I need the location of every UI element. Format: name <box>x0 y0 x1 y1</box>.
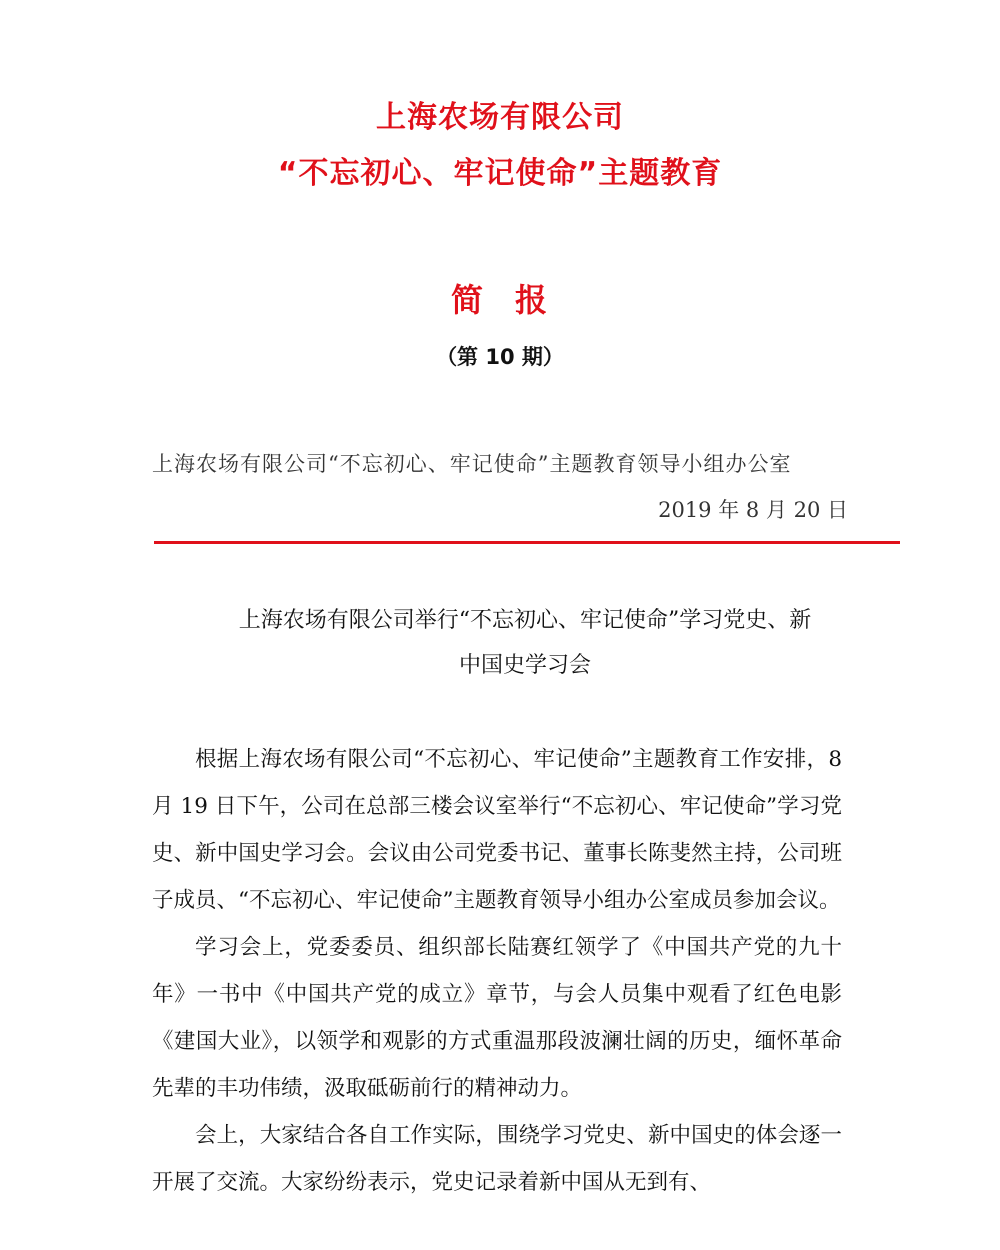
red-divider <box>154 541 900 544</box>
bulletin-title <box>0 275 1000 321</box>
article-body <box>152 736 842 1206</box>
article-title-line-1: 上海农场有限公司举行“不忘初心、牢记使命”学习党史、新 <box>238 608 812 633</box>
article-paragraph-1: 根据上海农场有限公司“不忘初心、牢记使命”主题教育工作安排，8 月 19 日下午，公司在总部三楼会议室举行“不忘初心、牢记使命”学习党史、新中国史学习会。会议由公司党委书记、董事长陈斐然主持，公司班子成员、“不忘初心、牢记使命”主题教育领导小组办公室成员参加会议。 <box>152 747 842 913</box>
issue-date: 2019 年 8 月 20 日 <box>658 498 848 522</box>
bulletin-title-char-2: 报 <box>515 281 550 319</box>
article-title <box>190 598 860 688</box>
article-paragraph-3: 会上，大家结合各自工作实际，围绕学习党史、新中国史的体会逐一开展了交流。大家纷纷表示，党史记录着新中国从无到有、 <box>152 1123 842 1195</box>
issuer-line: 上海农场有限公司“不忘初心、牢记使命”主题教育领导小组办公室 <box>152 452 792 476</box>
article-title-line-2: 中国史学习会 <box>458 653 591 678</box>
issue-number: （第 10 期） <box>436 345 564 369</box>
article-paragraph-2: 学习会上，党委委员、组织部长陆赛红领学了《中国共产党的九十年》一书中《中国共产党的成立》章节，与会人员集中观看了红色电影《建国大业》，以领学和观影的方式重温那段波澜壮阔的历史，缅怀革命先辈的丰功伟绩，汲取砥砺前行的精神动力。 <box>152 935 842 1101</box>
bulletin-title-char-1: 简 <box>450 281 485 319</box>
theme-title: “不忘初心、牢记使命”主题教育 <box>277 156 723 191</box>
organization-name: 上海农场有限公司 <box>376 100 624 135</box>
